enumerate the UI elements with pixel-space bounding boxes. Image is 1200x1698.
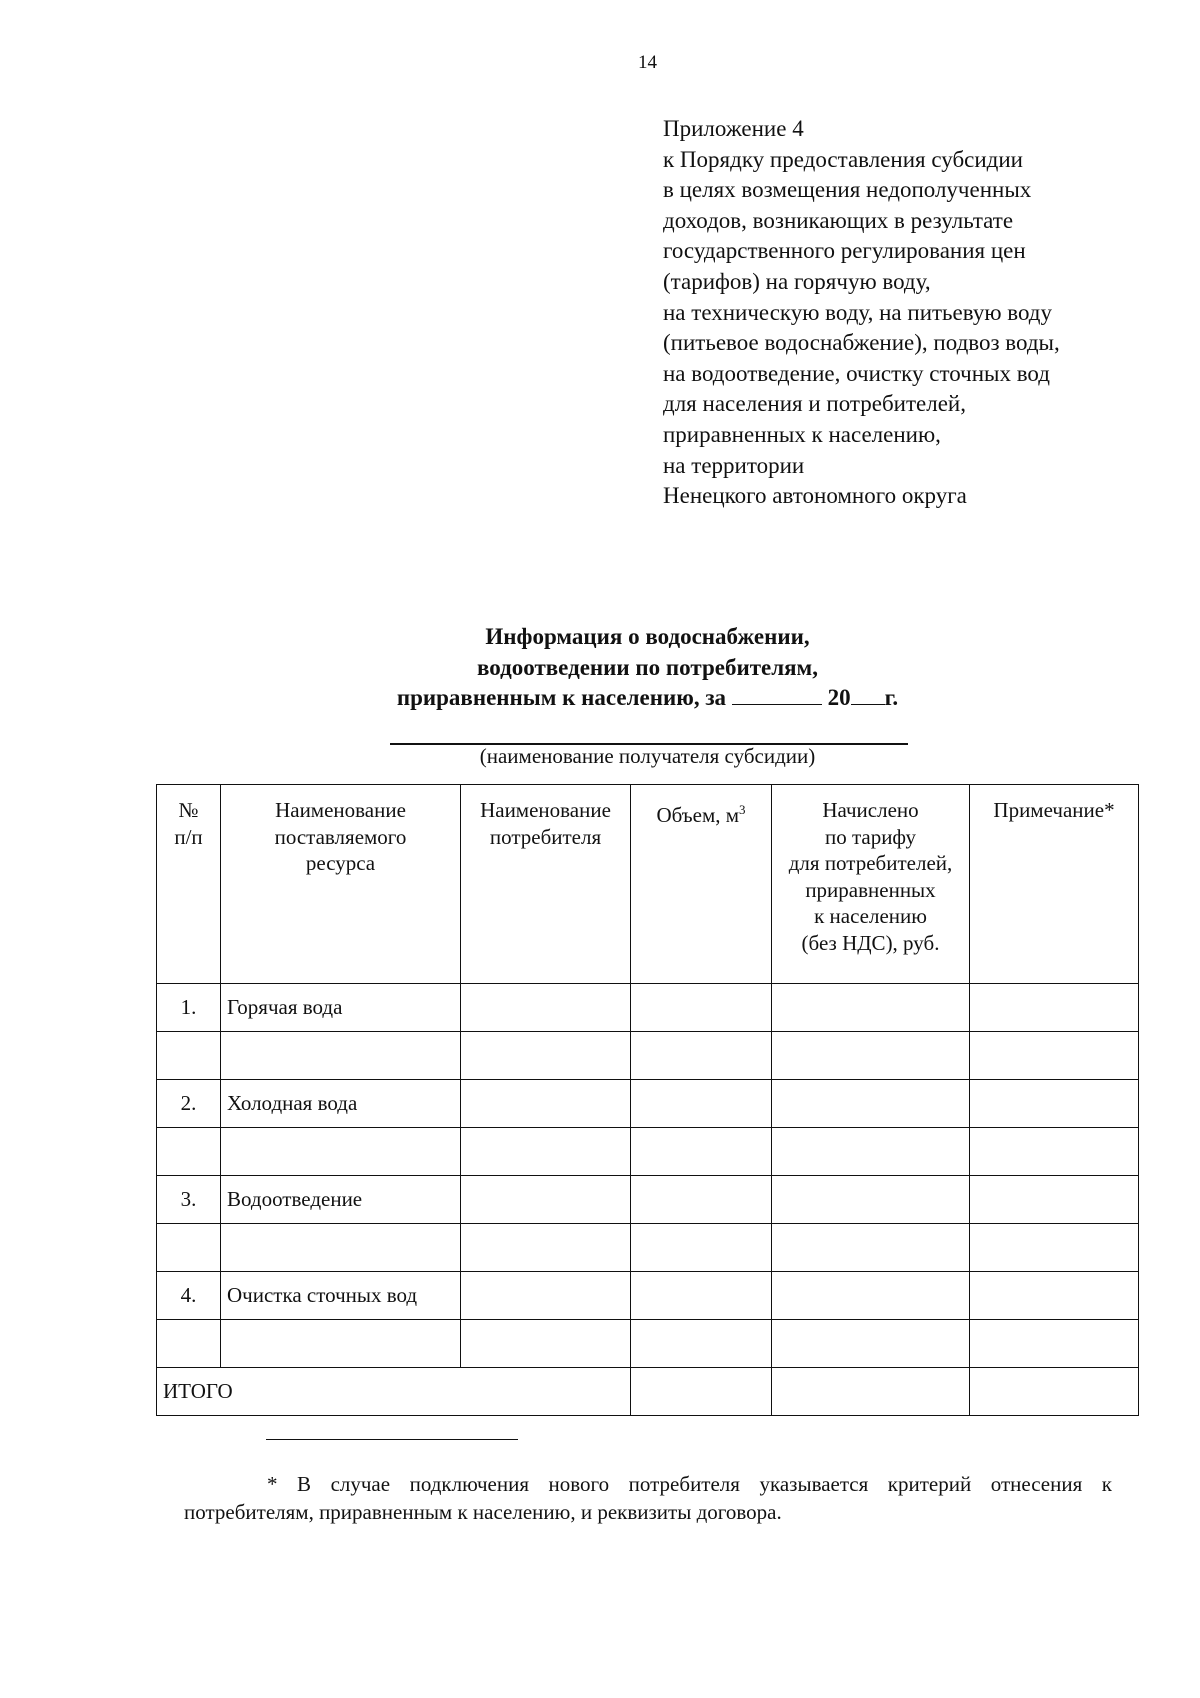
water-supply-table	[156, 784, 1139, 1416]
header-consumer: Наименование потребителя	[461, 785, 631, 984]
row-num	[157, 1032, 221, 1080]
cell-accrued[interactable]	[772, 1320, 970, 1368]
table-row	[157, 1176, 1139, 1224]
appendix-line: (питьевое водоснабжение), подвоз воды,	[663, 330, 1060, 356]
row-resource: Горячая вода	[221, 984, 461, 1032]
cell-volume[interactable]	[631, 1224, 772, 1272]
title-line-2: водоотведении по потребителям,	[477, 654, 818, 680]
cell-accrued[interactable]	[772, 1032, 970, 1080]
appendix-line: Приложение 4	[663, 116, 804, 141]
cell-accrued[interactable]	[772, 1272, 970, 1320]
total-volume[interactable]	[631, 1368, 772, 1416]
year-prefix: 20	[827, 685, 851, 710]
appendix-line: государственного регулирования цен	[663, 238, 1026, 264]
table-row	[157, 1080, 1139, 1128]
table-row	[157, 1320, 1139, 1368]
row-resource[interactable]	[221, 1320, 461, 1368]
row-resource: Очистка сточных вод	[221, 1272, 461, 1320]
title-line-3-text: приравненным к населению, за	[396, 685, 727, 710]
document-title	[0, 622, 1200, 714]
title-line-3	[0, 683, 1200, 714]
table-header-row	[157, 785, 1139, 984]
cell-volume[interactable]	[631, 1176, 772, 1224]
appendix-line: к Порядку предоставления субсидии	[663, 146, 1023, 172]
footnote-divider	[266, 1439, 518, 1440]
cell-consumer[interactable]	[461, 1080, 631, 1128]
cell-volume[interactable]	[631, 1080, 772, 1128]
cell-consumer[interactable]	[461, 1320, 631, 1368]
row-num	[157, 1224, 221, 1272]
header-num: № п/п	[157, 785, 221, 984]
cell-accrued[interactable]	[772, 1224, 970, 1272]
header-accrued: Начислено по тарифу для потребителей, приравненных к населению (без НДС), руб.	[772, 785, 970, 984]
appendix-line: доходов, возникающих в результате	[663, 207, 1014, 233]
table-row	[157, 984, 1139, 1032]
appendix-header	[663, 114, 1060, 512]
cell-volume[interactable]	[631, 1272, 772, 1320]
table-row	[157, 1224, 1139, 1272]
row-resource: Холодная вода	[221, 1080, 461, 1128]
cell-consumer[interactable]	[461, 1176, 631, 1224]
header-note: Примечание*	[970, 785, 1139, 984]
row-num: 2.	[157, 1080, 221, 1128]
cell-volume[interactable]	[631, 1320, 772, 1368]
header-resource: Наименование поставляемого ресурса	[221, 785, 461, 984]
cell-accrued[interactable]	[772, 1176, 970, 1224]
row-num	[157, 1128, 221, 1176]
page-number: 14	[638, 52, 657, 73]
appendix-line: (тарифов) на горячую воду,	[663, 268, 931, 294]
appendix-line: приравненных к населению,	[663, 421, 941, 447]
table-row	[157, 1032, 1139, 1080]
cell-accrued[interactable]	[772, 984, 970, 1032]
total-label: ИТОГО	[157, 1368, 631, 1416]
row-num: 1.	[157, 984, 221, 1032]
cell-note[interactable]	[970, 1320, 1139, 1368]
row-num: 3.	[157, 1176, 221, 1224]
cell-note[interactable]	[970, 1080, 1139, 1128]
cell-note[interactable]	[970, 984, 1139, 1032]
title-line-1: Информация о водоснабжении,	[485, 624, 810, 649]
row-resource: Водоотведение	[221, 1176, 461, 1224]
year-suffix: г.	[884, 685, 899, 710]
total-accrued[interactable]	[772, 1368, 970, 1416]
period-blank[interactable]	[732, 684, 822, 705]
cell-note[interactable]	[970, 1128, 1139, 1176]
cell-accrued[interactable]	[772, 1080, 970, 1128]
footnote: * В случае подключения нового потребителя указывается критерий отнесения к потребителям, приравненным к населению, и реквизиты договора.	[184, 1472, 1112, 1524]
cell-consumer[interactable]	[461, 1032, 631, 1080]
cell-consumer[interactable]	[461, 1128, 631, 1176]
cell-volume[interactable]	[631, 984, 772, 1032]
total-note[interactable]	[970, 1368, 1139, 1416]
row-num: 4.	[157, 1272, 221, 1320]
appendix-line: на техническую воду, на питьевую воду	[663, 299, 1053, 325]
header-volume: Объем, $м^3$	[631, 785, 772, 984]
cell-consumer[interactable]	[461, 984, 631, 1032]
cell-consumer[interactable]	[461, 1272, 631, 1320]
cell-volume[interactable]	[631, 1128, 772, 1176]
table-row	[157, 1272, 1139, 1320]
row-num	[157, 1320, 221, 1368]
row-resource[interactable]	[221, 1032, 461, 1080]
cell-note[interactable]	[970, 1032, 1139, 1080]
row-resource[interactable]	[221, 1224, 461, 1272]
table-total-row	[157, 1368, 1139, 1416]
recipient-caption: (наименование получателя субсидии)	[479, 744, 816, 768]
appendix-line: на водоотведение, очистку сточных вод	[663, 360, 1050, 386]
cell-note[interactable]	[970, 1272, 1139, 1320]
appendix-line: для населения и потребителей,	[663, 391, 966, 417]
table-row	[157, 1128, 1139, 1176]
year-blank[interactable]	[851, 684, 885, 705]
appendix-line: в целях возмещения недополученных	[663, 177, 1032, 203]
row-resource[interactable]	[221, 1128, 461, 1176]
cell-note[interactable]	[970, 1176, 1139, 1224]
appendix-line: на территории	[663, 452, 805, 478]
cell-accrued[interactable]	[772, 1128, 970, 1176]
cell-note[interactable]	[970, 1224, 1139, 1272]
cell-volume[interactable]	[631, 1032, 772, 1080]
cell-consumer[interactable]	[461, 1224, 631, 1272]
appendix-line: Ненецкого автономного округа	[663, 483, 967, 509]
